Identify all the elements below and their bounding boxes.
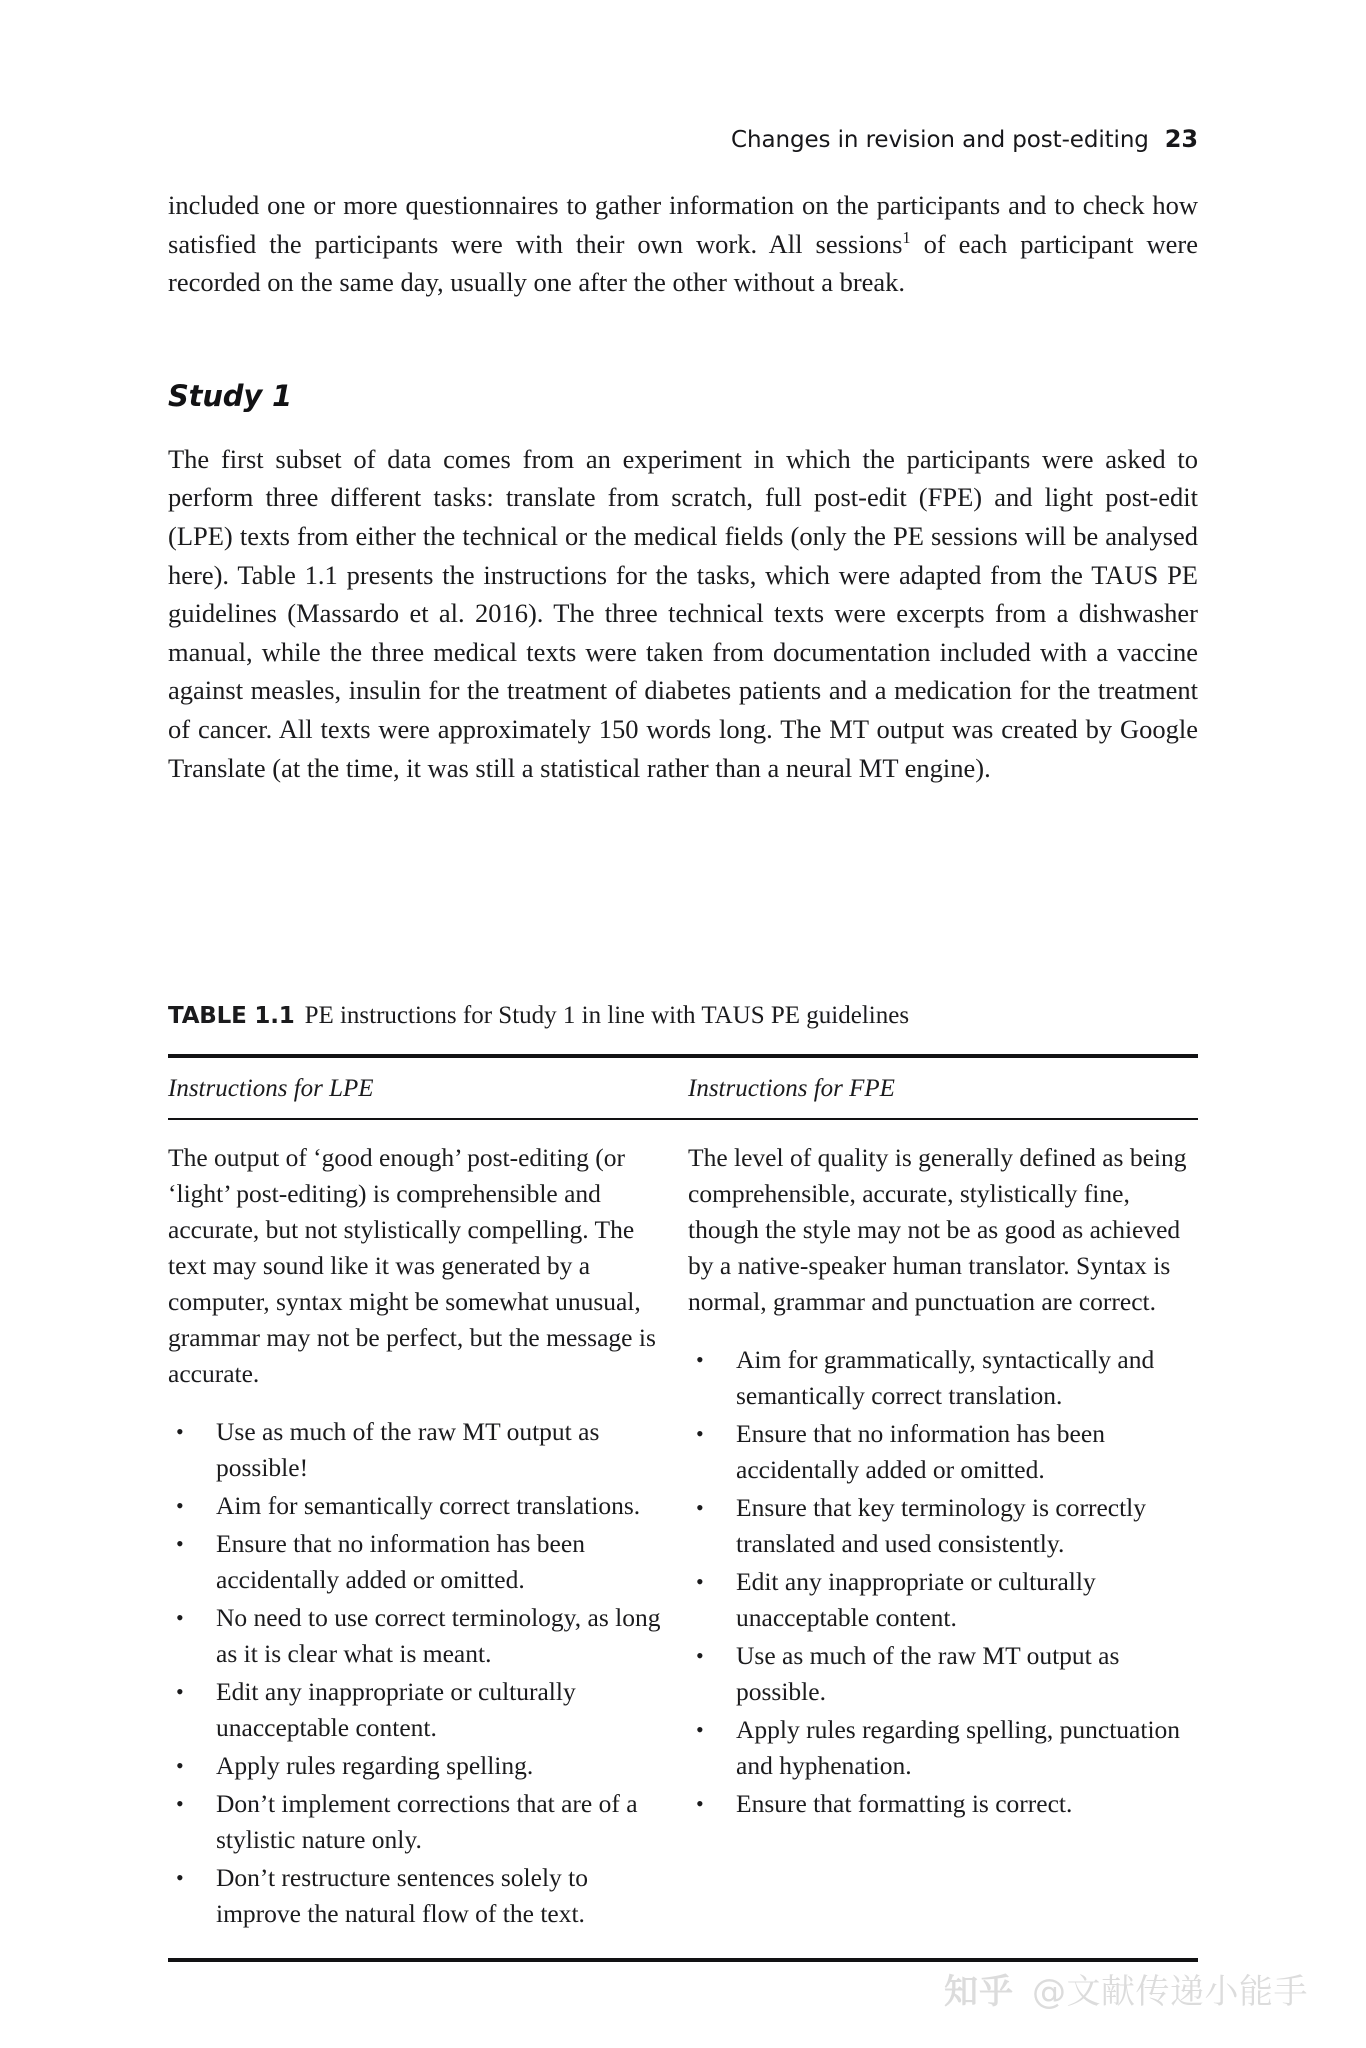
list-item: [168, 1526, 664, 1598]
bullet-icon: •: [176, 1531, 184, 1556]
list-item: [688, 1638, 1198, 1710]
fpe-bullet-list: [688, 1342, 1198, 1822]
table-bottom-rule: [168, 1958, 1198, 1962]
list-item-label: Use as much of the raw MT output as possible!: [216, 1417, 600, 1482]
list-item-label: Apply rules regarding spelling.: [216, 1751, 534, 1780]
list-item: [168, 1786, 664, 1858]
lpe-intro-paragraph: The output of ‘good enough’ post-editing (or ‘light’ post-editing) is comprehensible and accurate, but not stylistically compelling. The text may sound like it was generated by a computer, syntax might be somewhat unusual, grammar may not be perfect, but the message is accurate.: [168, 1143, 656, 1388]
bullet-icon: •: [696, 1717, 704, 1742]
bullet-icon: •: [696, 1347, 704, 1372]
paragraph-continued: [168, 186, 1198, 302]
table-cell-lpe: [168, 1140, 688, 1934]
list-item-label: Ensure that formatting is correct.: [736, 1789, 1073, 1818]
bullet-icon: •: [176, 1679, 184, 1704]
bullet-icon: •: [696, 1495, 704, 1520]
list-item: [168, 1860, 664, 1932]
list-item: [688, 1786, 1198, 1822]
list-item-label: No need to use correct terminology, as long as it is clear what is meant.: [216, 1603, 661, 1668]
bullet-icon: •: [176, 1865, 184, 1890]
paragraph-continued-text-pre: included one or more questionnaires to gather information on the participants and to check how satisfied the participants were with their own work. All sessions: [168, 190, 1198, 259]
bullet-icon: •: [176, 1419, 184, 1444]
list-item: [688, 1342, 1198, 1414]
list-item: [688, 1416, 1198, 1488]
lpe-bullet-list: [168, 1414, 664, 1932]
bullet-icon: •: [696, 1421, 704, 1446]
spacer-before-heading: [168, 302, 1198, 378]
list-item: [688, 1712, 1198, 1784]
fpe-intro-paragraph: The level of quality is generally defined as being comprehensible, accurate, stylistically fine, though the style may not be as good as achieved by a native-speaker human translator. Syntax is normal, grammar and punctuation are correct.: [688, 1143, 1187, 1316]
footnote-marker: 1: [902, 227, 911, 247]
list-item: [168, 1488, 664, 1524]
list-item-label: Aim for grammatically, syntactically and semantically correct translation.: [736, 1345, 1155, 1410]
list-item-label: Apply rules regarding spelling, punctuation and hyphenation.: [736, 1715, 1181, 1780]
section-heading-study-1: Study 1: [168, 378, 292, 413]
list-item-label: Ensure that no information has been accidentally added or omitted.: [216, 1529, 585, 1594]
list-item: [168, 1414, 664, 1486]
bullet-icon: •: [696, 1791, 704, 1816]
paragraph-continued-text-post: of each participant were recorded on the same day, usually one after the other without a break.: [168, 228, 1198, 298]
running-head: [168, 124, 1198, 155]
table-header-lpe: Instructions for LPE: [168, 1075, 374, 1102]
table-1-1: [168, 1000, 1198, 1962]
watermark-logo: 知乎: [944, 1972, 1014, 2012]
running-head-title: Changes in revision and post-editing: [731, 127, 1149, 153]
table-caption-text: PE instructions for Study 1 in line with TAUS PE guidelines: [304, 1002, 910, 1029]
list-item-label: Don’t implement corrections that are of a stylistic nature only.: [216, 1789, 638, 1854]
list-item-label: Aim for semantically correct translations.: [216, 1491, 641, 1520]
list-item: [168, 1748, 664, 1784]
bullet-icon: •: [176, 1605, 184, 1630]
watermark: [944, 1972, 1308, 2012]
bullet-icon: •: [176, 1791, 184, 1816]
list-item-label: Use as much of the raw MT output as possible.: [736, 1641, 1120, 1706]
bullet-icon: •: [696, 1569, 704, 1594]
bullet-icon: •: [176, 1753, 184, 1778]
bullet-icon: •: [176, 1493, 184, 1518]
table-header-row: [168, 1058, 1198, 1118]
list-item: [688, 1490, 1198, 1562]
page-number: 23: [1164, 125, 1198, 153]
watermark-handle: @文献传递小能手: [1032, 1972, 1308, 2012]
list-item: [168, 1674, 664, 1746]
list-item-label: Ensure that no information has been accidentally added or omitted.: [736, 1419, 1105, 1484]
bullet-icon: •: [696, 1643, 704, 1668]
table-caption-label: TABLE 1.1: [168, 1003, 295, 1029]
list-item-label: Ensure that key terminology is correctly translated and used consistently.: [736, 1493, 1147, 1558]
list-item-label: Edit any inappropriate or culturally unacceptable content.: [216, 1677, 576, 1742]
list-item-label: Edit any inappropriate or culturally unacceptable content.: [736, 1567, 1096, 1632]
table-caption: [168, 1000, 1198, 1032]
table-header-fpe: Instructions for FPE: [688, 1075, 895, 1102]
table-cell-fpe: [688, 1140, 1198, 1934]
body-content: [168, 186, 1198, 787]
table-body-row: [168, 1120, 1198, 1934]
list-item: [688, 1564, 1198, 1636]
spacer-after-heading: [168, 414, 1198, 440]
paragraph-study-1: The first subset of data comes from an experiment in which the participants were asked to perform three different tasks: translate from scratch, full post-edit (FPE) and light post-edit (LPE) texts from either the technical or the medical fields (only the PE sessions will be analysed here). Table 1.1 presents the instructions for the tasks, which were adapted from the TAUS PE guidelines (Massardo et al. 2016). The three technical texts were excerpts from a dishwasher manual, while the three medical texts were taken from documentation included with a vaccine against measles, insulin for the treatment of diabetes patients and a medication for the treatment of cancer. All texts were approximately 150 words long. The MT output was created by Google Translate (at the time, it was still a statistical rather than a neural MT engine).: [168, 443, 1198, 783]
list-item: [168, 1600, 664, 1672]
list-item-label: Don’t restructure sentences solely to improve the natural flow of the text.: [216, 1863, 589, 1928]
